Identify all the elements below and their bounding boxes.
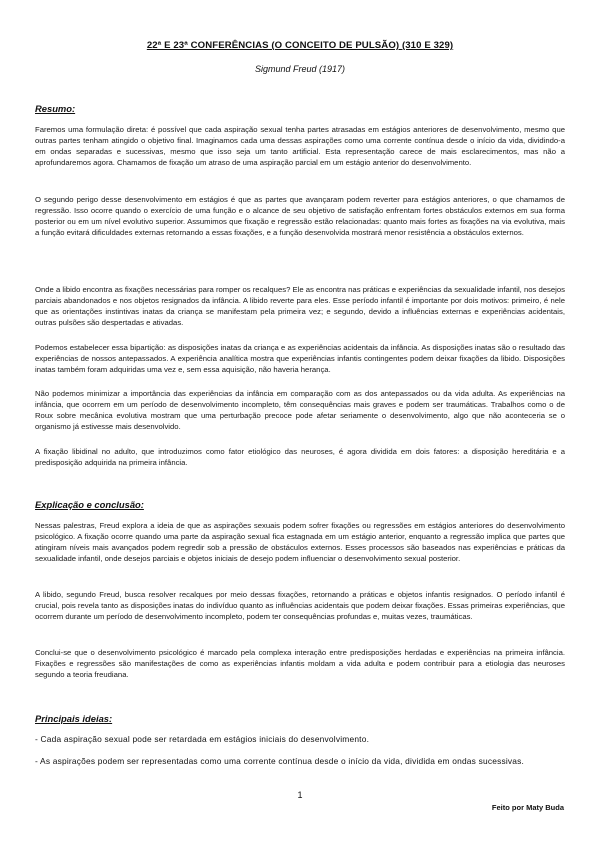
resumo-paragraph-3: Onde a libido encontra as fixações necessárias para romper os recalques? Ele as encontra nas práticas e experiências da sexualidade infantil, nos desejos parciais abandonados e nos objetos resignados da infância. A libido reverte para eles. Esse período infantil é importante por dois motivos: primeiro, é nele que as orientações instintivas inatas da criança se manifestam pela primeira vez; e segundo, devido a influências externas e experiências acidentais, outras pulsões são despertadas e ativadas. bbox=[35, 285, 565, 328]
page-number: 1 bbox=[297, 790, 303, 800]
ideia-bullet-1: - Cada aspiração sexual pode ser retardada em estágios iniciais do desenvolvimento. bbox=[35, 734, 370, 744]
document-author: Sigmund Freud (1917) bbox=[254, 64, 346, 74]
explicacao-paragraph-3: Conclui-se que o desenvolvimento psicológico é marcado pela complexa interação entre predisposições herdadas e experiências na primeira infância. Fixações e regressões são manifestações de como as experiências infantis moldam a vida adulta e podem contribuir para a etiologia das neuroses segundo a teoria freudiana. bbox=[35, 648, 565, 680]
resumo-paragraph-4: Podemos estabelecer essa bipartição: as disposições inatas da criança e as experiências acidentais da infância. As disposições inatas são o resultado das experiências de nossos antepassados. A experiência analítica mostra que experiências infantis contingentes podem deixar fixações da libido. Disposições inatas também foram adquiridas uma vez e, sem essa aquisição, não haveria herança. bbox=[35, 343, 565, 375]
explicacao-paragraph-1: Nessas palestras, Freud explora a ideia de que as aspirações sexuais podem sofrer fixações ou regressões em estágios anteriores do desenvolvimento psicológico. A fixação ocorre quando uma parte da aspiração sexual fica estagnada em um estágio anterior, enquanto a regressão implica que partes que atingiram níveis mais avançados podem regredir sob a pressão de obstáculos externos. Esses processos são baseados nas experiências e práticas da sexualidade infantil, onde desejos parciais e objetos iniciais de desejo podem influenciar o desenvolvimento sexual posterior. bbox=[35, 521, 565, 564]
document-title: 22ª E 23ª CONFERÊNCIAS (O CONCEITO DE PULSÃO) (310 E 329) bbox=[146, 40, 454, 51]
section-heading-explicacao: Explicação e conclusão: bbox=[35, 499, 144, 510]
section-heading-resumo: Resumo: bbox=[35, 103, 76, 114]
section-heading-ideias: Principais ideias: bbox=[35, 713, 113, 724]
resumo-paragraph-6: A fixação libidinal no adulto, que introduzimos como fator etiológico das neuroses, é agora dividida em dois fatores: a disposição hereditária e a predisposição adquirida na primeira infância. bbox=[35, 447, 565, 468]
explicacao-paragraph-2: A libido, segundo Freud, busca resolver recalques por meio dessas fixações, retornando a práticas e objetos infantis resignados. O período infantil é crucial, pois revela tanto as disposições inatas do indivíduo quanto as influências acidentais que podem deixar fixações. Essas primeiras experiências, que ocorrem durante um período de desenvolvimento incompleto, podem ter consequências profundas e, muitas vezes, traumáticas. bbox=[35, 590, 565, 622]
author-credit: Feito por Maty Buda bbox=[491, 803, 564, 812]
resumo-paragraph-1: Faremos uma formulação direta: é possível que cada aspiração sexual tenha partes atrasadas em estágios anteriores de desenvolvimento, mesmo que outras partes tenham atingido o objetivo final. Imaginamos cada uma dessas aspirações como uma corrente contínua desde o início da vida, dividindo-a em ondas separadas e sucessivas, mesmo que isso seja um tanto artificial. Esta representação carece de mais esclarecimentos, mas não a aprofundaremos agora. Chamamos de fixação um atraso de uma aspiração parcial em um estágio anterior do desenvolvimento. bbox=[35, 125, 565, 168]
resumo-paragraph-2: O segundo perigo desse desenvolvimento em estágios é que as partes que avançaram podem reverter para estágios anteriores, o que chamamos de regressão. Isso ocorre quando o exercício de uma função e o alcance de seu objetivo de satisfação enfrentam fortes obstáculos externos em sua forma posterior ou em um nível evolutivo superior. Assumimos que fixação e regressão estão relacionadas: quanto mais fortes as fixações na via evolutiva, mais a função evitará dificuldades externas retornando a essas fixações, e a função desenvolvida mostrará menor resistência a obstáculos externos. bbox=[35, 195, 565, 238]
ideia-bullet-2: - As aspirações podem ser representadas como uma corrente contínua desde o início da vida, dividida em ondas sucessivas. bbox=[35, 756, 525, 766]
resumo-paragraph-5: Não podemos minimizar a importância das experiências da infância em comparação com as dos antepassados ou da vida adulta. As experiências na infância, que ocorrem em um período de desenvolvimento incompleto, têm consequências mais graves e podem ser traumáticas. Trabalhos como o de Roux sobre mecânica evolutiva mostram que uma perturbação precoce pode afetar seriamente o desenvolvimento, algo que não aconteceria se o organismo já estivesse mais desenvolvido. bbox=[35, 389, 565, 432]
